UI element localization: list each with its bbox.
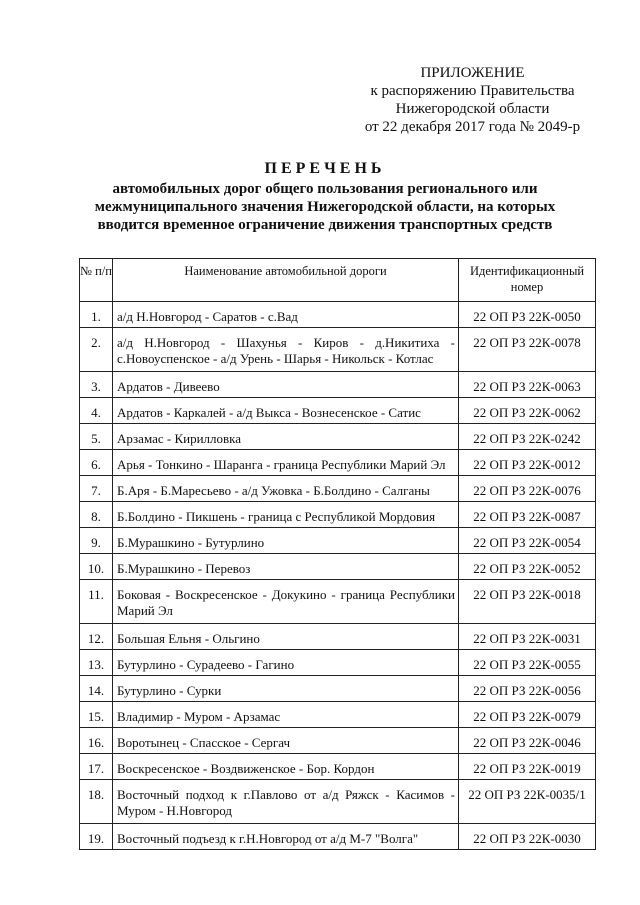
road-name: Ардатов - Дивеево [113,372,459,398]
road-id: 22 ОП РЗ 22К-0242 [459,424,596,450]
road-name: Ардатов - Каркалей - а/д Выкса - Вознесенское - Сатис [113,398,459,424]
header-road-name: Наименование автомобильной дороги [113,259,459,302]
table-row [80,650,596,676]
row-number: 1. [80,302,113,328]
table-row [80,476,596,502]
row-number: 18. [80,780,113,824]
road-name: а/д Н.Новгород - Саратов - с.Вад [113,302,459,328]
row-number: 13. [80,650,113,676]
road-id: 22 ОП РЗ 22К-0019 [459,754,596,780]
title-word: ПЕРЕЧЕНЬ [264,160,386,177]
road-name: Б.Болдино - Пикшень - граница с Республикой Мордовия [113,502,459,528]
road-id: 22 ОП РЗ 22К-0031 [459,624,596,650]
road-id: 22 ОП РЗ 22К-0079 [459,702,596,728]
row-number: 3. [80,372,113,398]
road-name: а/д Н.Новгород - Шахунья - Киров - д.Никитиха - с.Новоуспенское - а/д Урень - Шарья - Никольск - Котлас [113,328,459,372]
road-name: Арзамас - Кирилловка [113,424,459,450]
table-row [80,398,596,424]
table-row [80,676,596,702]
header-number: № п/п [80,259,113,302]
table-row [80,554,596,580]
roads-table [79,258,596,850]
road-id: 22 ОП РЗ 22К-0052 [459,554,596,580]
table-row [80,424,596,450]
road-name: Боковая - Воскресенское - Докукино - граница Республики Марий Эл [113,580,459,624]
road-name: Воскресенское - Воздвиженское - Бор. Кордон [113,754,459,780]
row-number: 14. [80,676,113,702]
table-row [80,728,596,754]
row-number: 7. [80,476,113,502]
table-row [80,780,596,824]
road-name: Б.Аря - Б.Маресьево - а/д Ужовка - Б.Болдино - Салганы [113,476,459,502]
table-row [80,372,596,398]
table-header-row [80,259,596,302]
row-number: 9. [80,528,113,554]
road-id: 22 ОП РЗ 22К-0054 [459,528,596,554]
appendix-heading: ПРИЛОЖЕНИЕ [420,65,525,81]
table-row [80,624,596,650]
row-number: 16. [80,728,113,754]
title-line-3: вводится временное ограничение движения транспортных средств [97,217,553,233]
road-id: 22 ОП РЗ 22К-0012 [459,450,596,476]
row-number: 2. [80,328,113,372]
row-number: 8. [80,502,113,528]
table-row [80,302,596,328]
row-number: 15. [80,702,113,728]
document-title [60,160,590,234]
appendix-block [330,64,615,136]
row-number: 5. [80,424,113,450]
table-row [80,528,596,554]
road-id: 22 ОП РЗ 22К-0035/1 [459,780,596,824]
road-id: 22 ОП РЗ 22К-0050 [459,302,596,328]
row-number: 19. [80,824,113,850]
road-name: Восточный подход к г.Павлово от а/д Ряжск - Касимов - Муром - Н.Новгород [113,780,459,824]
row-number: 12. [80,624,113,650]
row-number: 10. [80,554,113,580]
road-id: 22 ОП РЗ 22К-0056 [459,676,596,702]
road-name: Воротынец - Спасское - Сергач [113,728,459,754]
appendix-line-2: Нижегородской области [395,101,550,117]
title-line-2: межмуниципального значения Нижегородской области, на которых [94,199,556,215]
row-number: 6. [80,450,113,476]
road-name: Восточный подъезд к г.Н.Новгород от а/д М-7 "Волга" [113,824,459,850]
road-id: 22 ОП РЗ 22К-0076 [459,476,596,502]
road-id: 22 ОП РЗ 22К-0063 [459,372,596,398]
road-name: Бутурлино - Сурки [113,676,459,702]
road-id: 22 ОП РЗ 22К-0062 [459,398,596,424]
appendix-line-1: к распоряжению Правительства [370,83,575,99]
table-row [80,450,596,476]
table-body [80,302,596,850]
road-id: 22 ОП РЗ 22К-0087 [459,502,596,528]
road-id: 22 ОП РЗ 22К-0055 [459,650,596,676]
road-id: 22 ОП РЗ 22К-0030 [459,824,596,850]
row-number: 11. [80,580,113,624]
road-name: Большая Ельня - Ольгино [113,624,459,650]
road-name: Владимир - Муром - Арзамас [113,702,459,728]
road-name: Бутурлино - Сурадеево - Гагино [113,650,459,676]
table-row [80,824,596,850]
title-line-1: автомобильных дорог общего пользования регионального или [112,181,538,197]
road-name: Б.Мурашкино - Бутурлино [113,528,459,554]
row-number: 4. [80,398,113,424]
road-id: 22 ОП РЗ 22К-0046 [459,728,596,754]
header-id-number: Идентификационный номер [459,259,596,302]
table-row [80,702,596,728]
road-id: 22 ОП РЗ 22К-0018 [459,580,596,624]
row-number: 17. [80,754,113,780]
road-name: Арья - Тонкино - Шаранга - граница Республики Марий Эл [113,450,459,476]
road-name: Б.Мурашкино - Перевоз [113,554,459,580]
road-id: 22 ОП РЗ 22К-0078 [459,328,596,372]
table-row [80,580,596,624]
table-row [80,502,596,528]
appendix-line-3: от 22 декабря 2017 года № 2049-р [364,119,581,135]
table-row [80,328,596,372]
table-row [80,754,596,780]
